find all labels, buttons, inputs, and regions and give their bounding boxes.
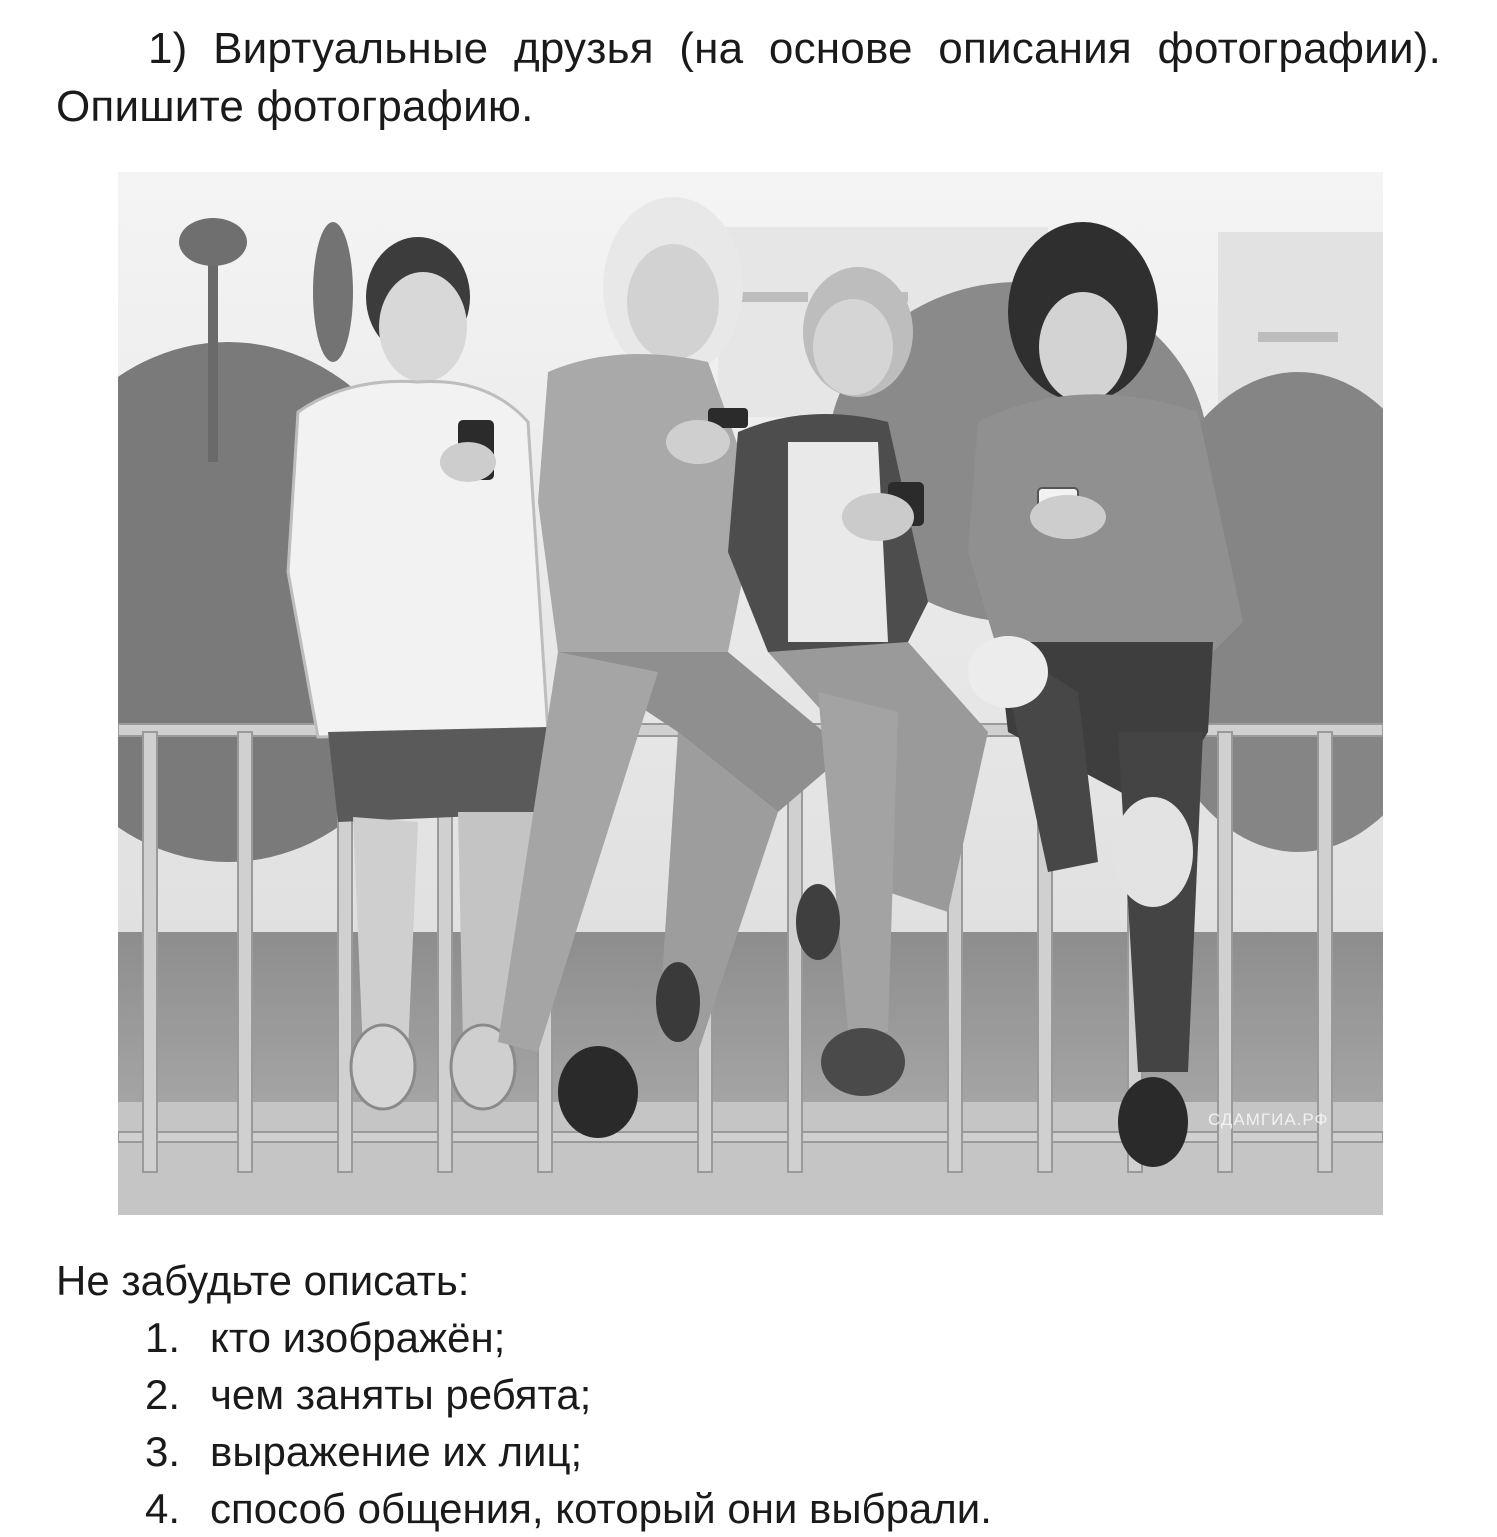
list-item-text: кто изображён;	[210, 1314, 506, 1361]
list-item	[145, 1423, 992, 1480]
list-item	[145, 1309, 992, 1366]
list-item	[145, 1366, 992, 1423]
watermark: СДАМГИА.РФ	[1208, 1110, 1329, 1129]
reminder-title: Не забудьте описать:	[56, 1257, 470, 1304]
list-item-text: выражение их лиц;	[210, 1428, 583, 1475]
task-heading: 1) Виртуальные друзья (на основе описания фотографии). Опишите фотографию.	[56, 24, 1441, 131]
list-item	[145, 1480, 992, 1537]
list-item-text: способ общения, который они выбрали.	[210, 1485, 992, 1532]
list-item-number: 3.	[145, 1428, 181, 1475]
list-item-number: 4.	[145, 1485, 181, 1532]
photo-illustration	[118, 172, 1383, 1215]
list-item-text: чем заняты ребята;	[210, 1371, 592, 1418]
reminder-list	[145, 1309, 992, 1537]
list-item-number: 1.	[145, 1314, 181, 1361]
list-item-number: 2.	[145, 1371, 181, 1418]
photo-four-teens-with-phones	[118, 172, 1383, 1215]
